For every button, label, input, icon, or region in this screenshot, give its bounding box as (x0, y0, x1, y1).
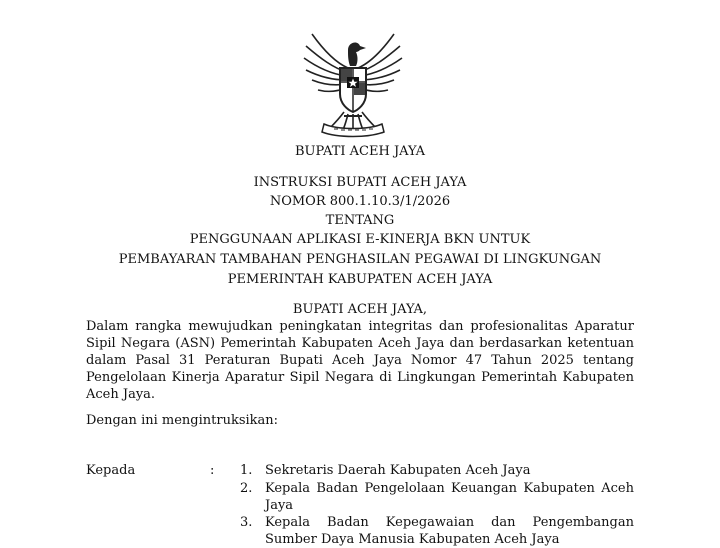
salutation: BUPATI ACEH JAYA, (292, 302, 428, 317)
instruction-intro: Dengan ini mengintruksikan: (86, 413, 279, 428)
considering-paragraph: Dalam rangka mewujudkan peningkatan integritas dan profesionalitas Aparatur Sipil Negara (ASN) Pemerintah Kabupaten Aceh Jaya dan berdasarkan ketentuan dalam Pasal 31 Peraturan Bupati Aceh Jaya Nomor 47 Tahun 2025 tentang Pengelolaan Kinerja Aparatur Sipil Negara di Lingkungan Pemerintah Kabupaten Aceh Jaya. (86, 319, 634, 402)
document-type: INSTRUKSI BUPATI ACEH JAYA (253, 175, 467, 190)
list-item-number: 1. (240, 463, 253, 478)
list-item: Kepala Badan Pengelolaan Keuangan Kabupaten Aceh Jaya (265, 481, 634, 513)
list-item: Sekretaris Daerah Kabupaten Aceh Jaya (265, 463, 531, 478)
recipient-colon: : (210, 463, 215, 478)
list-item: Kepala Badan Kepegawaian dan Pengembangan Sumber Daya Manusia Kabupaten Aceh Jaya (265, 515, 634, 547)
list-item-number: 3. (240, 515, 253, 530)
garuda-emblem-icon (298, 28, 408, 140)
recipient-label: Kepada (86, 463, 136, 478)
subject-line-1: PENGGUNAAN APLIKASI E-KINERJA BKN UNTUK (189, 232, 531, 247)
list-item-number: 2. (240, 481, 253, 496)
issuer-title: BUPATI ACEH JAYA (294, 144, 425, 159)
subject-line-2: PEMBAYARAN TAMBAHAN PENGHASILAN PEGAWAI DI LINGKUNGAN (118, 252, 602, 267)
document-number: NOMOR 800.1.10.3/1/2026 (269, 194, 451, 209)
subject-line-3: PEMERINTAH KABUPATEN ACEH JAYA (227, 272, 493, 287)
about-label: TENTANG (325, 213, 395, 228)
